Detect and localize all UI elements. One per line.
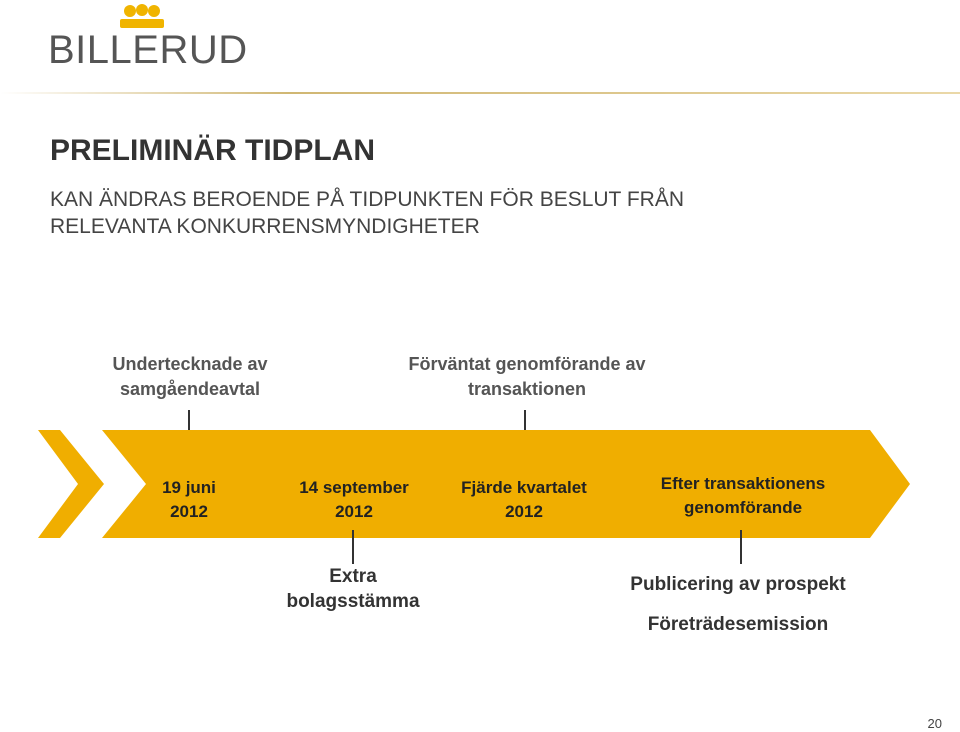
label-expected-completion: Förväntat genomförande av transaktionen (408, 354, 646, 399)
label-rights-issue: Företrädesemission (647, 614, 829, 635)
billerud-logo (46, 4, 246, 70)
stage-after-completion: Efter transaktionens genomförande (660, 474, 826, 517)
tick-egm (352, 530, 354, 564)
stage-fourth-quarter: Fjärde kvartalet 2012 (461, 478, 587, 521)
logo-wordmark: BILLERUD (48, 28, 248, 72)
label-prospectus-publication: Publicering av prospekt (630, 574, 846, 595)
label-extra-general-meeting: Extra bolagsstämma (286, 566, 420, 612)
slide-title: PRELIMINÄR TIDPLAN (50, 134, 375, 167)
slide-subtitle (50, 186, 910, 240)
header-divider (0, 92, 960, 94)
label-signed-agreement: Undertecknade av samgåendeavtal (112, 354, 268, 399)
stage-19-june: 19 juni 2012 (162, 478, 216, 521)
tick-prospectus (740, 530, 742, 564)
subtitle-line-1: KAN ÄNDRAS BEROENDE PÅ TIDPUNKTEN FÖR BESLUT FRÅN (50, 188, 685, 211)
page-number: 20 (927, 716, 942, 731)
stage-14-september: 14 september 2012 (299, 478, 409, 521)
subtitle-line-2: RELEVANTA KONKURRENSMYNDIGHETER (50, 215, 480, 238)
